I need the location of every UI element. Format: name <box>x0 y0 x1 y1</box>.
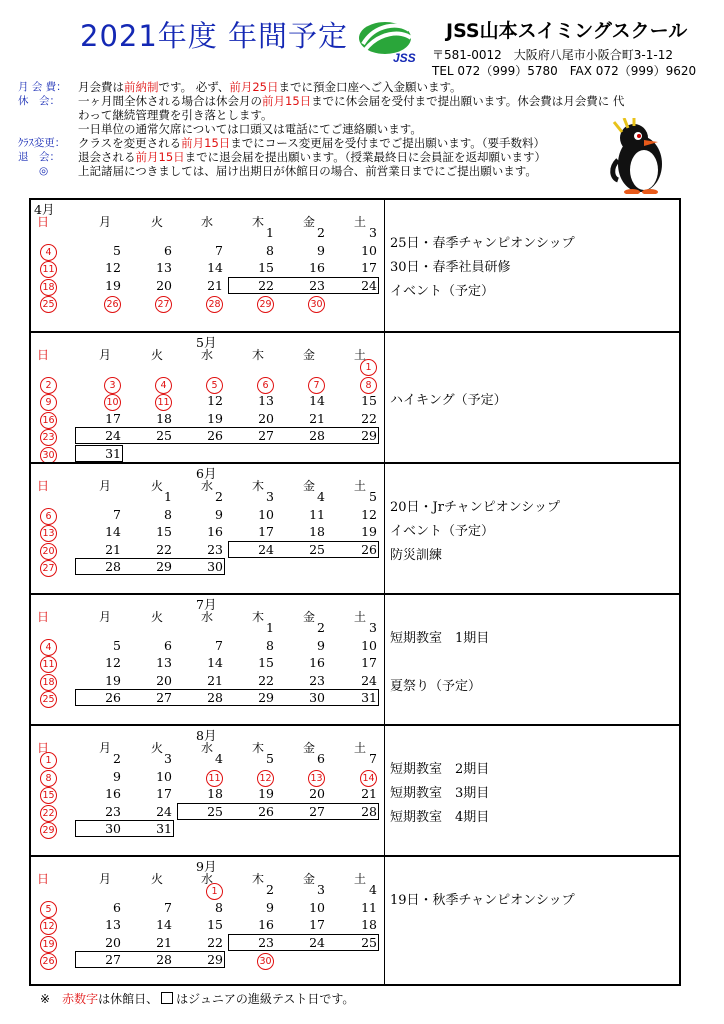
calendar-day-closed: 30 <box>248 952 274 970</box>
calendar-day: 12 <box>105 655 121 670</box>
legend-red-text: 赤数字 <box>62 992 99 1006</box>
calendar-day-closed: 1 <box>197 882 223 900</box>
note-text: 一日単位の通常欠席については口頭又は電話にてご連絡願います。 <box>78 122 422 136</box>
calendar-day: 21 <box>156 934 172 950</box>
weekday-header: 月 <box>99 479 112 493</box>
month-event: 30日・春季社員研修 <box>390 260 511 275</box>
calendar-day: 14 <box>309 393 325 408</box>
legend-footer: ※ 赤数字は休館日、 はジュニアの進級テスト日です。 <box>40 992 355 1006</box>
junior-test-range <box>75 445 123 462</box>
weekday-header: 火 <box>151 872 164 886</box>
weekday-header: 火 <box>151 741 164 755</box>
calendar-day: 5 <box>113 637 121 653</box>
calendar-day: 25 <box>156 428 172 443</box>
weekday-header: 木 <box>252 741 265 755</box>
calendar-day: 1 <box>164 489 172 504</box>
junior-test-range <box>228 934 379 951</box>
calendar-day: 9 <box>317 637 325 653</box>
calendar-day: 20 <box>156 277 172 293</box>
calendar-day: 16 <box>309 655 325 670</box>
penguin-mascot-icon <box>604 118 676 194</box>
calendar-day: 18 <box>309 524 325 539</box>
junior-test-range <box>75 427 379 444</box>
calendar-day: 9 <box>113 768 121 784</box>
junior-test-range <box>228 541 379 558</box>
weekday-header: 月 <box>99 872 112 886</box>
weekday-header: 水 <box>201 741 214 755</box>
calendar-day: 29 <box>156 559 172 574</box>
calendar-day: 3 <box>317 882 325 897</box>
calendar-day-closed: 12 <box>31 917 57 935</box>
calendar-day: 1 <box>266 225 274 240</box>
calendar-day: 8 <box>266 242 274 258</box>
calendar-day: 7 <box>215 242 223 258</box>
calendar-day: 31 <box>105 445 121 461</box>
calendar-day: 30 <box>309 690 325 705</box>
weekday-header: 日 <box>37 610 50 624</box>
school-phone: TEL 072（999）5780 FAX 072（999）9620 <box>432 64 697 78</box>
calendar-day: 29 <box>207 952 223 967</box>
calendar-day: 10 <box>361 242 377 258</box>
calendar-day: 5 <box>113 242 121 258</box>
calendar-day: 14 <box>207 655 223 670</box>
calendar-day: 30 <box>105 821 121 836</box>
weekday-header: 木 <box>252 215 265 229</box>
month-label: 4月 <box>34 202 55 217</box>
calendar-day: 22 <box>258 672 274 688</box>
calendar-day: 16 <box>207 524 223 539</box>
calendar-day: 21 <box>105 541 121 557</box>
calendar-day: 26 <box>361 541 377 557</box>
weekday-header: 金 <box>303 215 316 229</box>
weekday-header: 土 <box>354 479 367 493</box>
weekday-header: 火 <box>151 610 164 624</box>
notes-section <box>18 80 628 178</box>
calendar-day: 23 <box>309 277 325 293</box>
calendar-day-closed: 28 <box>197 295 223 313</box>
weekday-header: 木 <box>252 479 265 493</box>
calendar-day-closed: 16 <box>31 411 57 429</box>
calendar-day: 6 <box>164 637 172 653</box>
calendar-day: 22 <box>361 410 377 426</box>
test-day-box-icon <box>161 992 173 1004</box>
calendar-day: 26 <box>105 690 121 705</box>
calendar-day-closed: 18 <box>31 673 57 691</box>
calendar-day-closed: 6 <box>248 376 274 394</box>
note-row <box>18 80 628 94</box>
weekday-header: 日 <box>37 479 50 493</box>
calendar-day-closed: 25 <box>31 690 57 708</box>
calendar-day: 21 <box>309 410 325 426</box>
note-text: 上記諸届につきましては、届け出期日が休館日の場合、前営業日までにご提出願います。 <box>78 164 537 178</box>
junior-test-range <box>177 803 379 820</box>
calendar-day: 22 <box>156 541 172 557</box>
junior-test-range <box>75 951 225 968</box>
calendar-day: 15 <box>258 655 274 670</box>
calendar-day: 3 <box>369 620 377 635</box>
calendar-day: 9 <box>317 242 325 258</box>
note-row <box>18 94 628 122</box>
weekday-header: 火 <box>151 215 164 229</box>
calendar-day: 15 <box>361 393 377 408</box>
jss-logo <box>355 18 421 64</box>
calendar-day: 13 <box>105 917 121 932</box>
weekday-header: 月 <box>99 348 112 362</box>
annual-calendar <box>29 198 681 986</box>
weekday-header: 日 <box>37 348 50 362</box>
calendar-day: 22 <box>258 277 274 293</box>
calendar-day: 28 <box>156 952 172 967</box>
calendar-day: 27 <box>258 428 274 443</box>
calendar-day: 20 <box>309 786 325 801</box>
calendar-day-closed: 27 <box>31 559 57 577</box>
calendar-day: 17 <box>361 260 377 275</box>
calendar-day: 14 <box>105 524 121 539</box>
calendar-day-closed: 4 <box>146 376 172 394</box>
calendar-day: 27 <box>309 803 325 819</box>
note-label: ◎ <box>18 165 49 177</box>
calendar-day-closed: 20 <box>31 542 57 560</box>
weekday-header: 月 <box>99 610 112 624</box>
calendar-day: 20 <box>258 410 274 426</box>
calendar-day: 12 <box>207 393 223 408</box>
month-event: 短期教室 2期目 <box>390 762 490 777</box>
calendar-day: 27 <box>156 690 172 705</box>
calendar-day: 18 <box>207 786 223 801</box>
weekday-header: 日 <box>37 872 50 886</box>
weekday-header: 水 <box>201 479 214 493</box>
calendar-day: 9 <box>215 506 223 522</box>
calendar-day: 8 <box>164 506 172 522</box>
calendar-day: 19 <box>361 524 377 539</box>
calendar-day-closed: 5 <box>31 900 57 918</box>
calendar-day: 8 <box>266 637 274 653</box>
calendar-day-closed: 22 <box>31 804 57 822</box>
month-label: 7月 <box>196 597 217 612</box>
weekday-header: 木 <box>252 348 265 362</box>
calendar-day: 10 <box>156 768 172 784</box>
calendar-day-closed: 11 <box>31 260 57 278</box>
calendar-day: 2 <box>215 489 223 504</box>
calendar-day-closed: 18 <box>31 278 57 296</box>
calendar-day: 10 <box>309 899 325 915</box>
page-title: 2021年度 年間予定 <box>80 19 349 53</box>
calendar-day-closed: 11 <box>197 769 223 787</box>
weekday-header: 土 <box>354 348 367 362</box>
weekday-header: 金 <box>303 479 316 493</box>
calendar-day: 16 <box>105 786 121 801</box>
junior-test-range <box>75 689 379 706</box>
weekday-header: 月 <box>99 215 112 229</box>
calendar-day: 9 <box>266 899 274 915</box>
weekday-header: 水 <box>201 215 214 229</box>
calendar-day: 12 <box>105 260 121 275</box>
note-row <box>18 150 628 164</box>
calendar-day: 24 <box>361 277 377 293</box>
calendar-day: 25 <box>309 541 325 557</box>
note-label <box>18 122 78 136</box>
weekday-header: 金 <box>303 741 316 755</box>
calendar-day-closed: 8 <box>31 769 57 787</box>
month-block <box>31 462 679 593</box>
weekday-header: 水 <box>201 348 214 362</box>
calendar-day: 4 <box>215 751 223 766</box>
calendar-day: 18 <box>361 917 377 932</box>
weekday-header: 水 <box>201 872 214 886</box>
calendar-day-closed: 12 <box>248 769 274 787</box>
calendar-day-closed: 4 <box>31 243 57 261</box>
calendar-day-closed: 13 <box>299 769 325 787</box>
month-event: 夏祭り（予定） <box>390 679 482 694</box>
weekday-header: 金 <box>303 610 316 624</box>
calendar-day: 26 <box>258 803 274 819</box>
logo-text: JSS <box>393 51 416 64</box>
calendar-day: 20 <box>105 934 121 950</box>
calendar-day: 10 <box>258 506 274 522</box>
calendar-day-closed: 9 <box>31 393 57 411</box>
calendar-day-closed: 1 <box>351 358 377 376</box>
note-text: クラスを変更される前月15日までにコース変更届を受付までご提出願います。（要手数料） <box>78 136 546 150</box>
month-event: 20日・Jrチャンピオンシップ <box>390 500 560 515</box>
calendar-day: 23 <box>309 672 325 688</box>
month-block <box>31 855 679 986</box>
calendar-day: 3 <box>369 225 377 240</box>
month-block <box>31 331 679 462</box>
calendar-day-closed: 2 <box>31 376 57 394</box>
month-label: 5月 <box>196 335 217 350</box>
calendar-day: 7 <box>215 637 223 653</box>
calendar-day: 28 <box>309 428 325 443</box>
note-text: 退会される前月15日までに退会届を提出願います。（授業最終日に会員証を返却願います） <box>78 150 546 164</box>
junior-test-range <box>228 277 379 294</box>
note-label: 月 会 費： <box>18 81 67 93</box>
calendar-day: 1 <box>266 620 274 635</box>
month-event: 防災訓練 <box>390 548 443 563</box>
calendar-day: 19 <box>258 786 274 801</box>
calendar-day: 24 <box>156 803 172 819</box>
calendar-day: 17 <box>156 786 172 801</box>
weekday-header: 金 <box>303 872 316 886</box>
calendar-day: 18 <box>156 410 172 426</box>
note-label: 休 会： <box>18 95 60 107</box>
calendar-day: 31 <box>361 690 377 705</box>
calendar-day: 14 <box>156 917 172 932</box>
calendar-day-closed: 8 <box>351 376 377 394</box>
calendar-day: 17 <box>105 410 121 426</box>
note-text: 一ヶ月間全休される場合は休会月の前月15日までに休会届を受付まで提出願います。休会費は月会費に 代わって継続管理費を引き落とします。 <box>78 94 625 122</box>
calendar-day-closed: 11 <box>146 393 172 411</box>
calendar-day: 16 <box>258 917 274 932</box>
junior-test-range <box>75 820 174 837</box>
month-block <box>31 724 679 855</box>
month-block <box>31 593 679 724</box>
calendar-day: 29 <box>361 428 377 443</box>
calendar-day: 28 <box>105 559 121 574</box>
month-label: 6月 <box>196 466 217 481</box>
calendar-day-closed: 26 <box>31 952 57 970</box>
calendar-day-closed: 13 <box>31 524 57 542</box>
month-event: 短期教室 1期目 <box>390 631 490 646</box>
calendar-day-closed: 23 <box>31 428 57 446</box>
calendar-day-closed: 5 <box>197 376 223 394</box>
school-name: JSS山本スイミングスクール <box>446 20 688 42</box>
calendar-day: 23 <box>207 541 223 557</box>
calendar-day-closed: 19 <box>31 935 57 953</box>
weekday-header: 土 <box>354 741 367 755</box>
weekday-header: 日 <box>37 215 50 229</box>
calendar-day: 17 <box>309 917 325 932</box>
month-event: イベント（予定） <box>390 524 495 539</box>
calendar-day: 24 <box>361 672 377 688</box>
calendar-day: 30 <box>207 559 223 574</box>
calendar-day-closed: 1 <box>31 751 57 769</box>
note-label: ｸﾗｽ変更： <box>18 137 66 149</box>
note-row <box>18 136 628 150</box>
calendar-day: 7 <box>369 751 377 766</box>
weekday-header: 土 <box>354 610 367 624</box>
calendar-day: 10 <box>361 637 377 653</box>
calendar-day: 29 <box>258 690 274 705</box>
note-row <box>18 164 628 178</box>
calendar-day: 3 <box>266 489 274 504</box>
weekday-header: 土 <box>354 872 367 886</box>
weekday-header: 日 <box>37 741 50 755</box>
weekday-header: 月 <box>99 741 112 755</box>
weekday-header: 水 <box>201 610 214 624</box>
calendar-day: 24 <box>258 541 274 557</box>
calendar-day-closed: 30 <box>31 446 57 464</box>
calendar-day-closed: 29 <box>248 295 274 313</box>
calendar-day: 19 <box>207 410 223 426</box>
calendar-day: 7 <box>164 899 172 915</box>
month-event: イベント（予定） <box>390 284 495 299</box>
calendar-day-closed: 11 <box>31 655 57 673</box>
calendar-day-closed: 26 <box>95 295 121 313</box>
calendar-day: 25 <box>207 803 223 819</box>
weekday-header: 木 <box>252 610 265 624</box>
calendar-day-closed: 4 <box>31 638 57 656</box>
calendar-day: 24 <box>309 934 325 950</box>
calendar-day-closed: 14 <box>351 769 377 787</box>
calendar-day: 25 <box>361 934 377 950</box>
calendar-day: 6 <box>164 242 172 258</box>
weekday-header: 土 <box>354 215 367 229</box>
calendar-day: 19 <box>105 277 121 293</box>
calendar-day-closed: 6 <box>31 507 57 525</box>
month-event: ハイキング（予定） <box>390 393 507 408</box>
calendar-day: 23 <box>258 934 274 950</box>
calendar-day: 4 <box>317 489 325 504</box>
calendar-day: 15 <box>207 917 223 932</box>
calendar-day-closed: 3 <box>95 376 121 394</box>
calendar-day: 28 <box>361 803 377 819</box>
calendar-day: 14 <box>207 260 223 275</box>
calendar-day: 7 <box>113 506 121 522</box>
note-row <box>18 122 628 136</box>
calendar-day: 12 <box>361 506 377 522</box>
calendar-day-closed: 15 <box>31 786 57 804</box>
calendar-day: 8 <box>215 899 223 915</box>
month-event: 25日・春季チャンピオンシップ <box>390 236 575 251</box>
calendar-day: 6 <box>113 899 121 915</box>
calendar-day: 2 <box>317 620 325 635</box>
calendar-day: 22 <box>207 934 223 950</box>
calendar-day-closed: 25 <box>31 295 57 313</box>
calendar-day: 3 <box>164 751 172 766</box>
month-block <box>31 200 679 331</box>
calendar-day: 31 <box>156 821 172 836</box>
calendar-day: 13 <box>156 260 172 275</box>
calendar-day: 21 <box>207 277 223 293</box>
month-event: 短期教室 4期目 <box>390 810 490 825</box>
calendar-day: 2 <box>113 751 121 766</box>
junior-test-range <box>75 558 225 575</box>
calendar-day: 13 <box>258 393 274 408</box>
month-event: 短期教室 3期目 <box>390 786 490 801</box>
calendar-day-closed: 29 <box>31 821 57 839</box>
calendar-day-closed: 27 <box>146 295 172 313</box>
calendar-day: 17 <box>258 524 274 539</box>
calendar-day: 20 <box>156 672 172 688</box>
weekday-header: 金 <box>303 348 316 362</box>
calendar-day: 5 <box>369 489 377 504</box>
note-text: 月会費は前納制です。 必ず、前月25日までに預金口座へご入金願います。 <box>78 80 462 94</box>
calendar-day: 24 <box>105 428 121 443</box>
weekday-header: 火 <box>151 348 164 362</box>
calendar-day-closed: 10 <box>95 393 121 411</box>
calendar-day: 11 <box>361 899 377 915</box>
calendar-day: 2 <box>317 225 325 240</box>
calendar-day: 4 <box>369 882 377 897</box>
school-address: 〒581-0012 大阪府八尾市小阪合町3-1-12 <box>432 48 673 62</box>
calendar-day-closed: 7 <box>299 376 325 394</box>
calendar-day: 6 <box>317 751 325 766</box>
month-event: 19日・秋季チャンピオンシップ <box>390 893 575 908</box>
calendar-day-closed: 30 <box>299 295 325 313</box>
weekday-header: 火 <box>151 479 164 493</box>
calendar-day: 28 <box>207 690 223 705</box>
calendar-day: 17 <box>361 655 377 670</box>
calendar-day: 16 <box>309 260 325 275</box>
calendar-day: 15 <box>156 524 172 539</box>
calendar-day: 11 <box>309 506 325 522</box>
note-label: 退 会： <box>18 151 60 163</box>
calendar-day: 15 <box>258 260 274 275</box>
calendar-day: 23 <box>105 803 121 819</box>
calendar-day: 21 <box>207 672 223 688</box>
calendar-day: 21 <box>361 786 377 801</box>
calendar-day: 19 <box>105 672 121 688</box>
calendar-day: 5 <box>266 751 274 766</box>
month-label: 8月 <box>196 728 217 743</box>
month-label: 9月 <box>196 859 217 874</box>
calendar-day: 2 <box>266 882 274 897</box>
weekday-header: 木 <box>252 872 265 886</box>
calendar-day: 26 <box>207 428 223 443</box>
calendar-day: 13 <box>156 655 172 670</box>
calendar-day: 27 <box>105 952 121 967</box>
